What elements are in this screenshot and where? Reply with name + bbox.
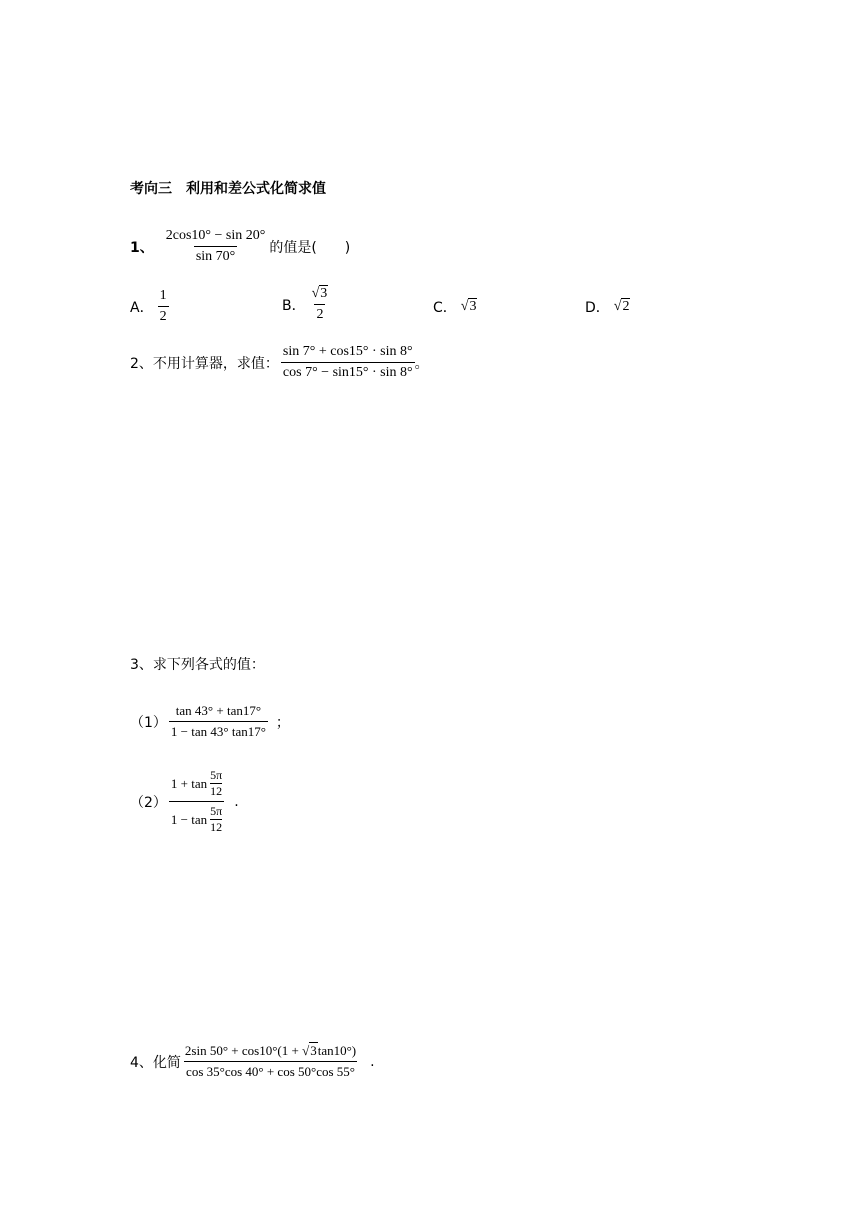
question-2-label: 2、不用计算器，求值：: [130, 355, 279, 372]
option-b-letter: B．: [282, 297, 306, 314]
question-3-part-2-den-prefix: 1 − tan: [170, 811, 208, 827]
option-b-denominator: 2: [314, 304, 325, 323]
question-4-denominator: cos 35°cos 40° + cos 50°cos 55°: [184, 1061, 357, 1080]
option-c-value: [461, 299, 478, 315]
question-3-part-1-label: （1）: [130, 714, 167, 731]
option-a-numerator: 1: [159, 288, 167, 303]
option-d-radicand: 2: [622, 299, 630, 314]
question-3-part-1-fraction: [169, 703, 268, 740]
question-4-radicand: 3: [310, 1043, 317, 1058]
question-4-num-part-2: tan10°): [317, 1043, 357, 1058]
question-2: [130, 344, 429, 381]
option-c: [433, 297, 477, 317]
option-c-letter: C．: [433, 300, 457, 316]
option-a: [130, 288, 169, 325]
question-1-fraction: [164, 228, 268, 265]
sqrt-icon: √: [613, 299, 622, 314]
option-a-denominator: 2: [158, 306, 169, 325]
angle-denominator: 12: [210, 784, 223, 798]
sqrt-icon: √: [311, 286, 320, 301]
option-b-radicand: 3: [320, 286, 328, 301]
question-3-part-2-suffix: .: [234, 793, 239, 810]
option-b-numerator: [310, 286, 331, 304]
question-1-numerator: 2cos10° − sin 20°: [165, 228, 266, 243]
question-4-label: 4、化简: [130, 1054, 181, 1071]
question-1-label: 1、: [130, 239, 154, 256]
question-3-part-1: [130, 703, 290, 740]
question-3-part-2-fraction: [169, 768, 224, 835]
question-1-denominator: sin 70°: [194, 246, 237, 265]
question-3-part-2-denominator: [169, 801, 224, 835]
question-4-suffix: .: [370, 1053, 375, 1070]
question-3-part-2: [130, 768, 239, 835]
question-3-part-1-denominator: 1 − tan 43° tan17°: [169, 721, 268, 740]
option-b: [282, 286, 330, 323]
option-c-radicand: 3: [469, 299, 477, 314]
question-2-suffix: 。: [414, 355, 429, 372]
option-b-value: [310, 286, 331, 323]
option-d-letter: D．: [585, 300, 610, 316]
option-a-value: [158, 288, 169, 325]
question-4-num-part-1: 2sin 50° + cos10°(1 +: [184, 1043, 303, 1058]
question-2-denominator: cos 7° − sin15° · sin 8°: [281, 362, 415, 381]
question-3-part-2-den-angle: [210, 804, 222, 835]
section-title: 考向三 利用和差公式化简求值: [130, 181, 326, 197]
option-d-value: [614, 299, 631, 315]
sqrt-icon: √: [302, 1043, 310, 1058]
question-1: [130, 228, 350, 265]
question-4: [130, 1043, 375, 1080]
angle-numerator: 5π: [210, 768, 223, 782]
question-3-part-1-numerator: tan 43° + tan17°: [175, 703, 262, 718]
question-4-fraction: [183, 1043, 358, 1080]
angle-numerator: 5π: [210, 804, 223, 818]
question-3-part-2-numerator: [169, 768, 224, 801]
question-3-label: 3、求下列各式的值：: [130, 657, 265, 673]
question-3-part-2-label: （2）: [130, 794, 167, 811]
question-3-part-2-num-prefix: 1 + tan: [170, 775, 208, 791]
question-1-suffix: 的值是( ): [269, 239, 351, 256]
sqrt-icon: √: [460, 299, 469, 314]
option-d: [585, 297, 630, 317]
question-2-fraction: [281, 344, 415, 381]
question-4-numerator: [183, 1043, 358, 1061]
question-2-numerator: sin 7° + cos15° · sin 8°: [282, 344, 413, 359]
question-3-part-1-suffix: ；: [275, 714, 290, 731]
question-3-part-2-num-angle: [210, 768, 222, 799]
angle-denominator: 12: [210, 820, 223, 834]
option-a-letter: A．: [130, 299, 154, 316]
